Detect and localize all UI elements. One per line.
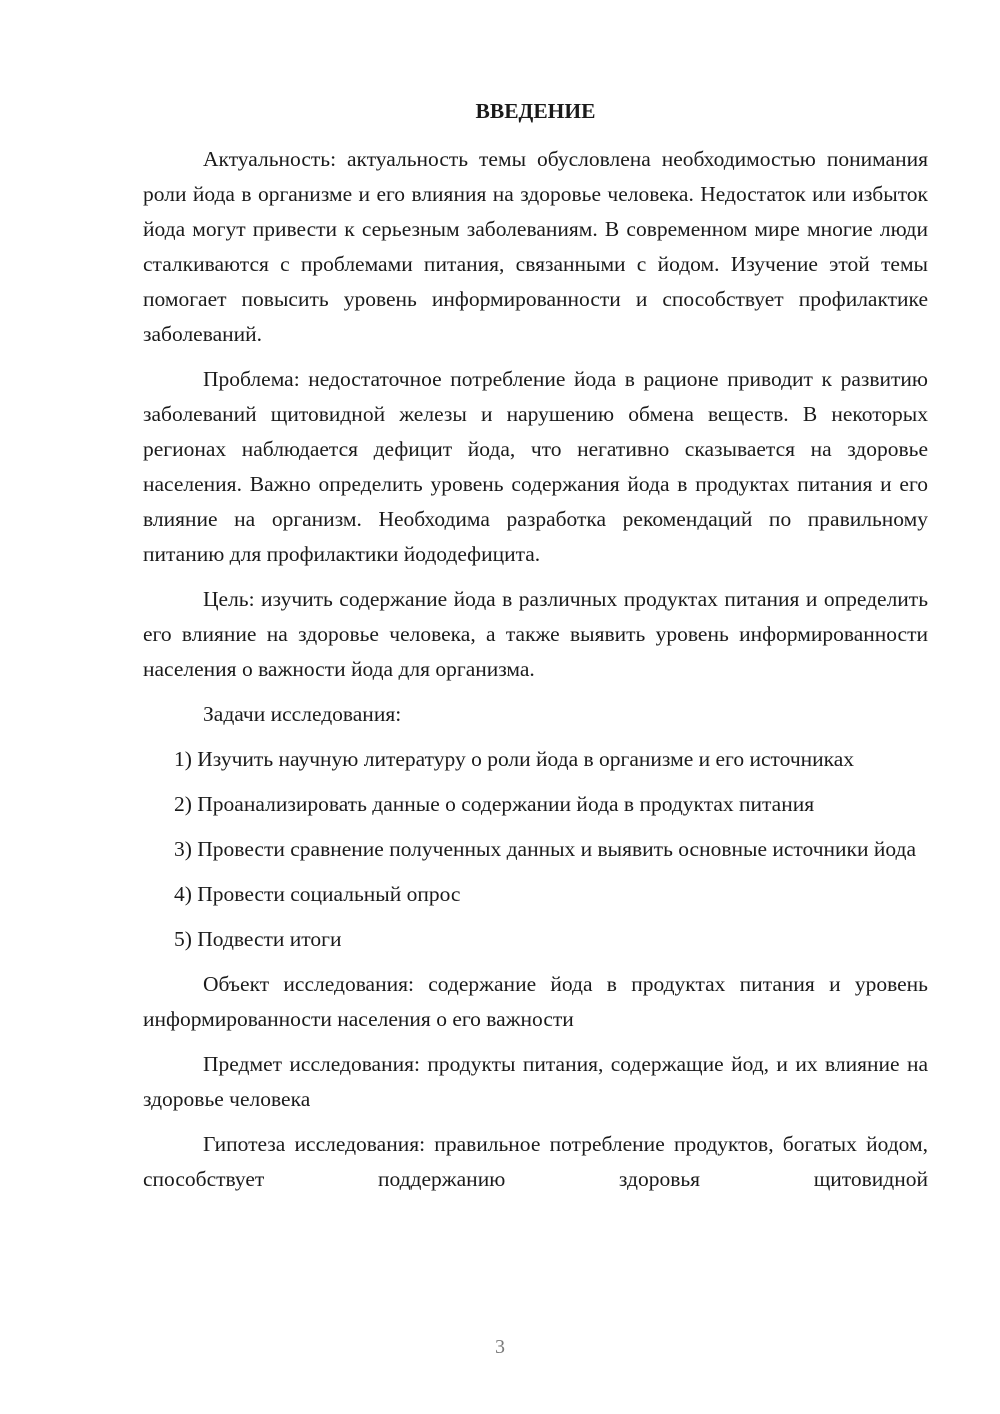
goal-paragraph: Цель: изучить содержание йода в различных продуктах питания и определить его влияние на здоровье человека, а также выявить уровень информированности населения о важности йода для организма.: [143, 587, 928, 681]
section-heading: ВВЕДЕНИЕ: [475, 99, 596, 123]
tasks-heading: Задачи исследования:: [203, 702, 402, 726]
task-item-4: 4) Провести социальный опрос: [174, 882, 461, 906]
subject-paragraph: Предмет исследования: продукты питания, содержащие йод, и их влияние на здоровье человека: [143, 1052, 928, 1111]
relevance-paragraph: Актуальность: актуальность темы обусловлена необходимостью понимания роли йода в организме и его влияния на здоровье человека. Недостаток или избыток йода могут привести к серьезным заболеваниям. В современном мире многие люди сталкиваются с проблемами питания, связанными с йодом. Изучение этой темы помогает повысить уровень информированности и способствует профилактике заболеваний.: [143, 147, 928, 346]
object-paragraph: Объект исследования: содержание йода в продуктах питания и уровень информированности населения о его важности: [143, 972, 928, 1031]
document-page: [143, 94, 928, 1207]
problem-paragraph: Проблема: недостаточное потребление йода в рационе приводит к развитию заболеваний щитовидной железы и нарушению обмена веществ. В некоторых регионах наблюдается дефицит йода, что негативно сказывается на здоровье населения. Важно определить уровень содержания йода в продуктах питания и его влияние на организм. Необходима разработка рекомендаций по правильному питанию для профилактики йододефицита.: [143, 367, 928, 566]
task-item-1: 1) Изучить научную литературу о роли йода в организме и его источниках: [174, 747, 855, 771]
page-number: 3: [495, 1336, 505, 1358]
task-item-5: 5) Подвести итоги: [174, 927, 342, 951]
task-item-3: 3) Провести сравнение полученных данных и выявить основные источники йода: [174, 837, 916, 861]
hypothesis-paragraph: Гипотеза исследования: правильное потребление продуктов, богатых йодом, способствует поддержанию здоровья щитовидной: [143, 1132, 928, 1191]
task-item-2: 2) Проанализировать данные о содержании йода в продуктах питания: [174, 792, 815, 816]
